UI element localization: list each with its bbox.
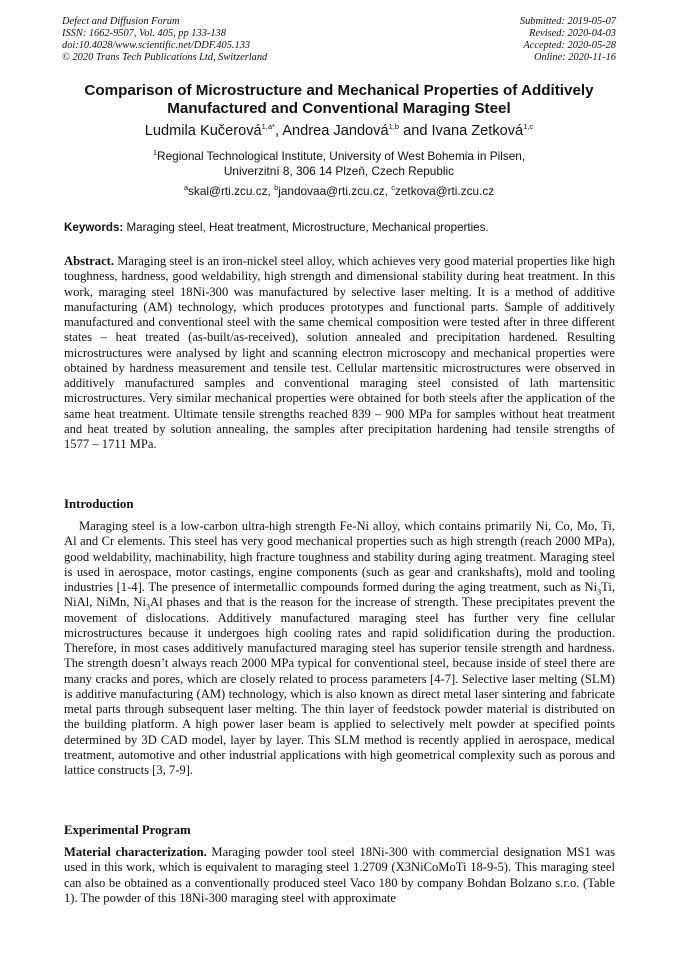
author-separator: and (399, 123, 432, 139)
author-name: Ivana Zetková (431, 123, 524, 139)
keywords-text: Maraging steel, Heat treatment, Microstructure, Mechanical properties. (123, 221, 489, 234)
journal-info (62, 16, 267, 64)
abstract-text: Maraging steel is an iron-nickel steel alloy, which achieves very good material properties like high toughness, hardness, good weldability, high strength and dimensional stability during heat treatment. In this work, maraging steel 18Ni-300 was manufactured by selective laser melting. It is a method of additive manufacturing (AM) technology, which produces prototypes and functional parts. Sample of additively manufactured and conventional steel with the same chemical composition were tested after in three different states – heat treated (as-built/as-received), solution annealed and precipitation hardened. Resulting microstructures were analysed by light and scanning electron microscopy and mechanical properties were obtained by hardness measurement and tensile test. Cellular martensitic microstructures were observed in additively manufactured samples and conventional maraging steel consisted of lath martensitic microstructures. Very similar mechanical properties were obtained for both steels after the application of the same heat treatment. Ultimate tensile strengths reached 839 – 900 MPa for samples without heat treatment and heat treated by solution annealing, the samples after precipitation hardening had tensile strengths of 1577 – 1711 MPa. (64, 254, 615, 451)
introduction-paragraph: Maraging steel is a low-carbon ultra-high strength Fe-Ni alloy, which contains primarily Ni, Co, Mo, Ti, Al and Cr elements. This steel has very good mechanical properties such as high strength (reach 2000 MPa), good weldability, machinability, high fracture toughness and stability during aging treatment. Maraging steel is used in aerospace, motor castings, engine components (such as gear and crankshafts), mold and tooling industries [1-4]. The presence of intermetallic compounds formed during the aging treatment, such as $Ni_3Ti$, NiAl, NiMn, $Ni_3Al$ phases and that is the reason for the increase of strength. These precipitates prevent the movement of dislocations. Additively manufactured maraging steel has further very fine cellular microstructures because it undergoes high cooling rates and rapid solidification during the production. Therefore, in most cases additively manufactured maraging steel has superior tensile strength and hardness. The strength doesn’t always reach 2000 MPa typical for conventional steel, because inside of steel there are many cracks and pores, which are closely related to process parameters [4-7]. Selective laser melting (SLM) is additive manufacturing (AM) technology, which is also known as direct metal laser sintering and fabricate metal parts through subsequent laser melting. The thin layer of feedstock powder material is distributed on the building platform. A high power laser beam is applied to selectively melt powder at specified points determined by 3D CAD model, layer by layer. This SLM method is recently applied in aerospace, medical treatment, automotive and other industrial applications with high geometrical complexity such as porous and lattice constructs [3, 7-9]. (64, 519, 615, 777)
abstract (64, 254, 615, 452)
email-mark: b (274, 183, 279, 193)
author-affiliation-mark: 1,c (523, 122, 534, 132)
affiliation-mark: 1 (152, 148, 158, 158)
affiliation-line-1: $^1$Regional Technological Institute, University of West Bohemia in Pilsen, (152, 148, 526, 163)
author-emails: $^a$skal@rti.zcu.cz, $^b$jandovaa@rti.zcu.cz, $^c$zetkova@rti.zcu.cz (183, 183, 495, 198)
abstract-label: Abstract. (64, 254, 115, 268)
affiliation (30, 149, 648, 179)
affiliation-line-2: Univerzitní 8, 306 14 Plzeň, Czech Republic (223, 164, 455, 178)
author-separator: , (274, 123, 283, 139)
author-list (30, 122, 648, 140)
author-affiliation-mark: 1,a* (261, 122, 275, 132)
date-revised: Revised: 2020-04-03 (529, 28, 616, 39)
author-affiliation-mark: 1,b (388, 122, 400, 132)
title-line-2: Manufactured and Conventional Maraging Steel (167, 100, 511, 117)
material-characterization-paragraph (64, 845, 615, 906)
experimental-heading: Experimental Program (64, 823, 191, 837)
journal-copyright: © 2020 Trans Tech Publications Ltd, Switzerland (62, 52, 268, 63)
date-accepted: Accepted: 2020-05-28 (523, 40, 616, 51)
email-link[interactable]: jandovaa@rti.zcu.cz (278, 184, 385, 198)
date-online: Online: 2020-11-16 (533, 52, 616, 63)
title-line-1: Comparison of Microstructure and Mechanical Properties of Additively (84, 82, 594, 99)
journal-name: Defect and Diffusion Forum (62, 16, 180, 27)
date-submitted: Submitted: 2019-05-07 (519, 16, 616, 27)
email-mark: c (391, 183, 395, 193)
material-characterization-label: Material characterization. (64, 845, 207, 859)
email-link[interactable]: zetkova@rti.zcu.cz (394, 184, 495, 198)
email-link[interactable]: skal@rti.zcu.cz (188, 184, 268, 198)
material-characterization-text: Maraging powder tool steel 18Ni-300 with commercial designation MS1 was used in this work, which is equivalent to maraging steel 1.2709 (X3NiCoMoTi 18-9-5). This maraging steel can also be obtained as a conventionally produced steel Vaco 180 by company Bohdan Bolzano s.r.o. (Table 1). The powder of this 18Ni-300 maraging steel with approximate (64, 845, 615, 905)
author-name: Andrea Jandová (282, 123, 389, 139)
keywords-label: Keywords: (64, 221, 124, 234)
journal-doi[interactable]: doi:10.4028/www.scientific.net/DDF.405.133 (62, 40, 251, 51)
submission-dates (520, 16, 616, 64)
keywords (64, 220, 616, 235)
author-name: Ludmila Kučerová (144, 123, 262, 139)
email-mark: a (183, 183, 189, 193)
introduction-heading: Introduction (64, 497, 134, 511)
paper-title (30, 82, 648, 118)
journal-issn: ISSN: 1662-9507, Vol. 405, pp 133-138 (62, 28, 226, 39)
